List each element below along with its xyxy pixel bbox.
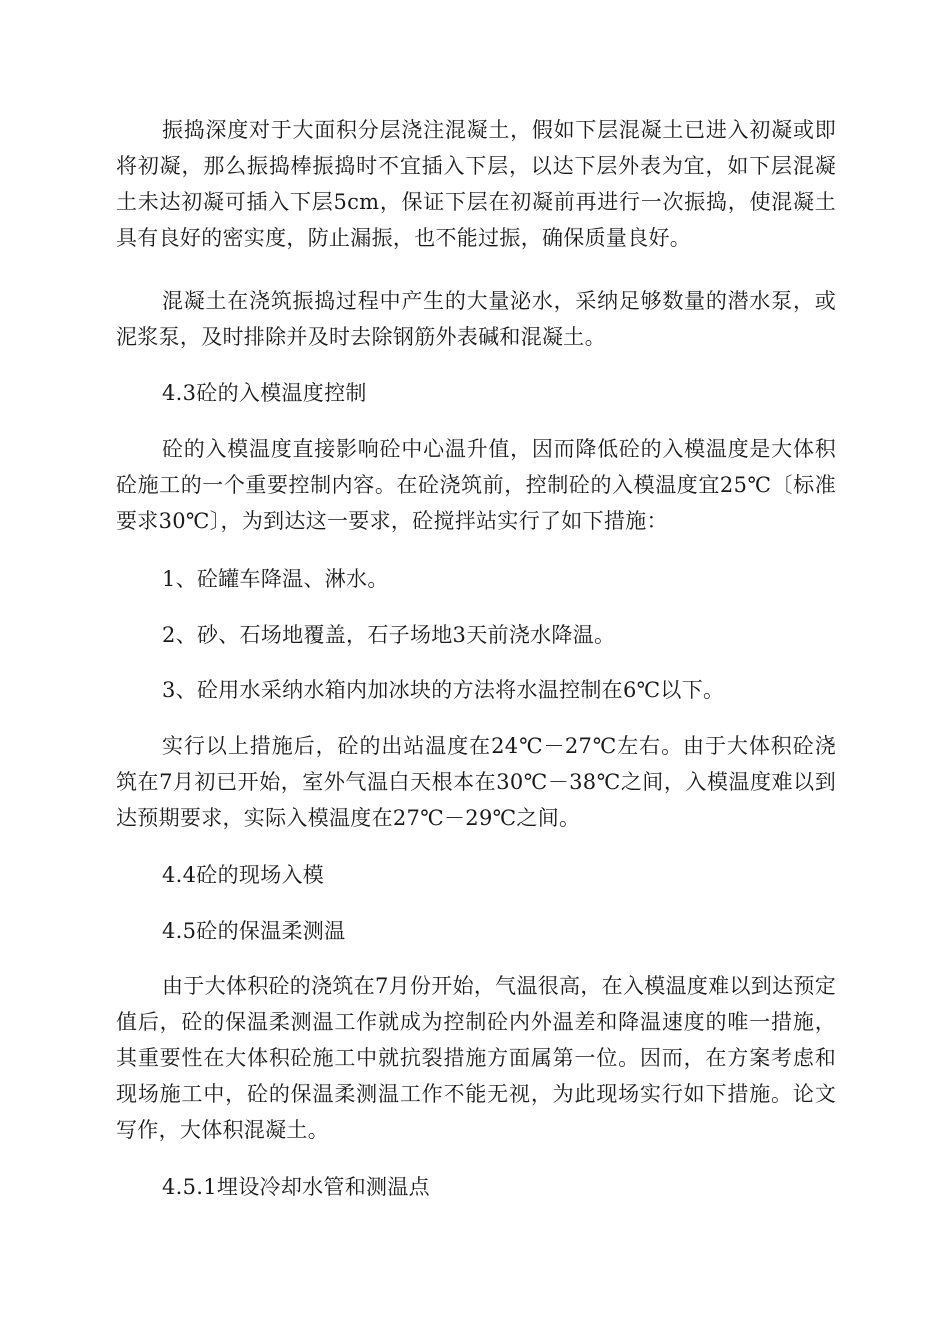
section-heading-4-3: 4.3砼的入模温度控制 (162, 381, 367, 405)
list-item-1: 1、砼罐车降温、淋水。 (162, 567, 389, 591)
list-item-3: 3、砼用水采纳水箱内加冰块的方法将水温控制在6℃以下。 (162, 678, 725, 702)
section-heading-4-4: 4.4砼的现场入模 (162, 863, 325, 887)
paragraph-measures-result: 实行以上措施后，砼的出站温度在24℃－27℃左右。由于大体积砼浇筑在7月初已开始，室外气温白天根本在30℃－38℃之间，入模温度难以到达预期要求，实际入模温度在27℃－29℃之间。 (116, 734, 836, 830)
paragraph-entry-temperature: 砼的入模温度直接影响砼中心温升值，因而降低砼的入模温度是大体积砼施工的一个重要控制内容。在砼浇筑前，控制砼的入模温度宜25℃〔标准要求30℃〕，为到达这一要求，砼搅拌站实行了如下措施： (116, 437, 836, 533)
section-heading-4-5: 4.5砼的保温柔测温 (162, 919, 346, 943)
section-heading-4-5-1: 4.5.1埋设冷却水管和测温点 (162, 1175, 430, 1199)
paragraph-insulation-temperature: 由于大体积砼的浇筑在7月份开始，气温很高，在入模温度难以到达预定值后，砼的保温柔测温工作就成为控制砼内外温差和降温速度的唯一措施，其重要性在大体积砼施工中就抗裂措施方面属第一位。因而，在方案考虑和现场施工中，砼的保温柔测温工作不能无视，为此现场实行如下措施。论文写作，大体积混凝土。 (116, 974, 836, 1142)
paragraph-vibration-depth: 振捣深度对于大面积分层浇注混凝土，假如下层混凝土已进入初凝或即将初凝，那么振捣棒振捣时不宜插入下层，以达下层外表为宜，如下层混凝土未达初凝可插入下层5cm，保证下层在初凝前再进行一次振捣，使混凝土具有良好的密实度，防止漏振，也不能过振，确保质量良好。 (116, 118, 836, 250)
list-item-2: 2、砂、石场地覆盖，石子场地3天前浇水降温。 (162, 623, 616, 647)
paragraph-bleeding-water: 混凝土在浇筑振捣过程中产生的大量泌水，采纳足够数量的潜水泵，或泥浆泵，及时排除并及时去除钢筋外表碱和混凝土。 (116, 289, 836, 349)
